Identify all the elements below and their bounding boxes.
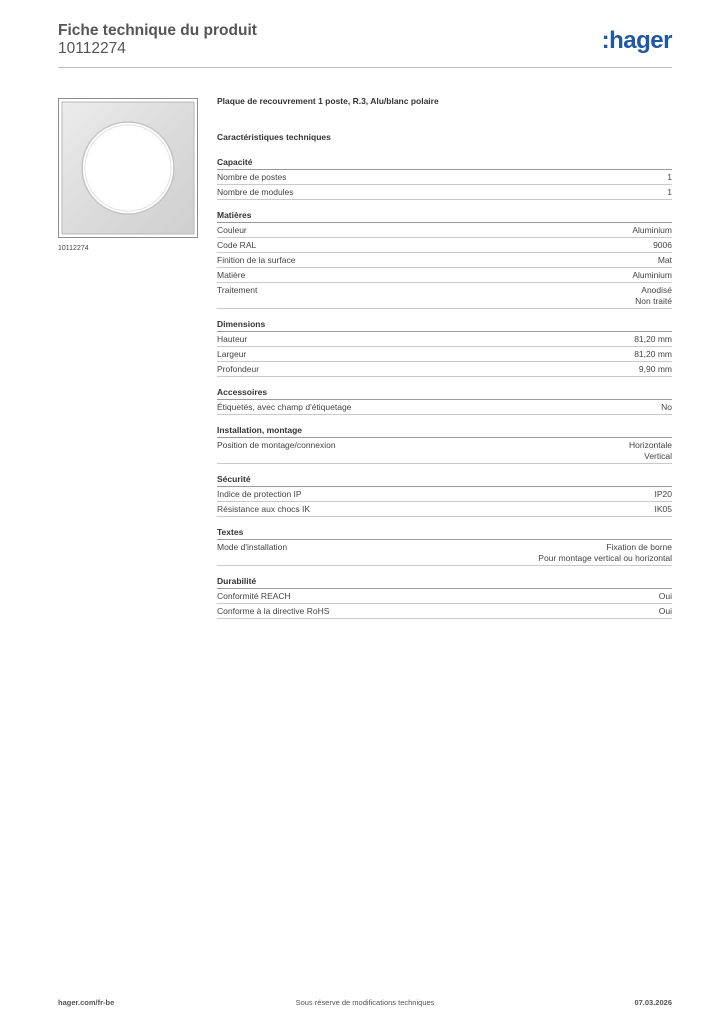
spec-section <box>217 210 672 309</box>
spec-value-line: Aluminium <box>632 225 672 235</box>
spec-value-line: Mat <box>657 255 672 265</box>
spec-label: Nombre de postes <box>217 172 287 182</box>
product-reference: 10112274 <box>58 40 126 57</box>
section-title: Durabilité <box>217 576 672 589</box>
header-divider <box>58 67 672 68</box>
spec-value-line: Anodisé <box>641 285 672 295</box>
spec-value <box>639 364 672 375</box>
spec-section <box>217 425 672 464</box>
spec-section <box>217 527 672 566</box>
spec-value <box>659 606 672 617</box>
spec-row <box>217 589 672 604</box>
spec-row <box>217 283 672 309</box>
spec-value-line: Pour montage vertical ou horizontal <box>538 553 672 563</box>
spec-row <box>217 487 672 502</box>
spec-value-line: Fixation de borne <box>606 542 672 552</box>
spec-row <box>217 332 672 347</box>
spec-value-line: 81,20 mm <box>634 334 672 344</box>
spec-row <box>217 347 672 362</box>
spec-label: Traitement <box>217 285 258 295</box>
section-title: Capacité <box>217 157 672 170</box>
spec-label: Code RAL <box>217 240 257 250</box>
spec-label: Couleur <box>217 225 247 235</box>
spec-value-line: Oui <box>658 591 672 601</box>
spec-value-line: 1 <box>667 187 672 197</box>
spec-label: Résistance aux chocs IK <box>217 504 311 514</box>
section-title: Sécurité <box>217 474 672 487</box>
spec-value <box>653 240 672 251</box>
spec-section <box>217 387 672 415</box>
spec-label: Profondeur <box>217 364 260 374</box>
spec-row <box>217 400 672 415</box>
technical-characteristics-heading: Caractéristiques techniques <box>217 132 331 142</box>
spec-value <box>634 349 672 360</box>
spec-label: Largeur <box>217 349 247 359</box>
footer-date: 07.03.2026 <box>634 998 672 1007</box>
spec-value-line: Vertical <box>644 451 672 461</box>
spec-value <box>655 504 673 515</box>
document-header <box>58 22 257 58</box>
spec-value-line: Oui <box>658 606 672 616</box>
spec-label: Nombre de modules <box>217 187 294 197</box>
hager-logo: :hager <box>601 27 672 54</box>
spec-label: Mode d'installation <box>217 542 288 552</box>
spec-row <box>217 223 672 238</box>
spec-value-line: 1 <box>667 172 672 182</box>
spec-row <box>217 438 672 464</box>
spec-value <box>538 542 672 564</box>
section-title: Accessoires <box>217 387 672 400</box>
spec-value <box>635 285 672 307</box>
spec-label: Conformité REACH <box>217 591 291 601</box>
spec-value-line: 9006 <box>653 240 672 250</box>
spec-row <box>217 185 672 200</box>
spec-label: Conforme à la directive RoHS <box>217 606 330 616</box>
spec-value <box>658 255 672 266</box>
spec-value-line: 9,90 mm <box>638 364 672 374</box>
product-specifications <box>217 96 672 629</box>
spec-row <box>217 253 672 268</box>
section-title: Matières <box>217 210 672 223</box>
spec-value <box>629 440 672 462</box>
spec-row <box>217 502 672 517</box>
spec-label: Étiquetés, avec champ d'étiquetage <box>217 402 352 412</box>
product-image <box>58 98 198 238</box>
spec-value-line: Horizontale <box>629 440 672 450</box>
image-caption: 10112274 <box>58 245 89 252</box>
spec-row <box>217 268 672 283</box>
spec-row <box>217 540 672 566</box>
spec-section <box>217 474 672 517</box>
spec-row <box>217 604 672 619</box>
spec-section <box>217 576 672 619</box>
spec-row <box>217 170 672 185</box>
spec-label: Indice de protection IP <box>217 489 302 499</box>
spec-value-line: 81,20 mm <box>634 349 672 359</box>
section-title: Installation, montage <box>217 425 672 438</box>
spec-value-line: IP20 <box>654 489 672 499</box>
spec-value <box>667 187 672 198</box>
spec-value <box>661 402 672 413</box>
spec-value-line: IK05 <box>654 504 672 514</box>
spec-section <box>217 319 672 377</box>
footer-disclaimer: Sous réserve de modifications techniques <box>295 998 435 1007</box>
section-title: Textes <box>217 527 672 540</box>
document-title: Fiche technique du produit <box>58 22 257 39</box>
spec-row <box>217 238 672 253</box>
spec-section <box>217 157 672 200</box>
spec-sections <box>217 157 672 619</box>
spec-value <box>659 591 672 602</box>
spec-label: Finition de la surface <box>217 255 296 265</box>
spec-label: Matière <box>217 270 246 280</box>
spec-value <box>655 489 673 500</box>
spec-value <box>667 172 672 183</box>
footer-website-link[interactable]: hager.com/fr-be <box>58 998 115 1007</box>
spec-value <box>632 225 672 236</box>
spec-value-line: Aluminium <box>632 270 672 280</box>
spec-value <box>632 270 672 281</box>
spec-label: Hauteur <box>217 334 248 344</box>
product-name: Plaque de recouvrement 1 poste, R.3, Alu/blanc polaire <box>217 96 439 106</box>
section-title: Dimensions <box>217 319 672 332</box>
spec-row <box>217 362 672 377</box>
cover-plate-illustration <box>59 99 197 237</box>
spec-label: Position de montage/connexion <box>217 440 336 450</box>
spec-value-line: No <box>661 402 672 412</box>
spec-value <box>634 334 672 345</box>
spec-value-line: Non traité <box>635 296 672 306</box>
